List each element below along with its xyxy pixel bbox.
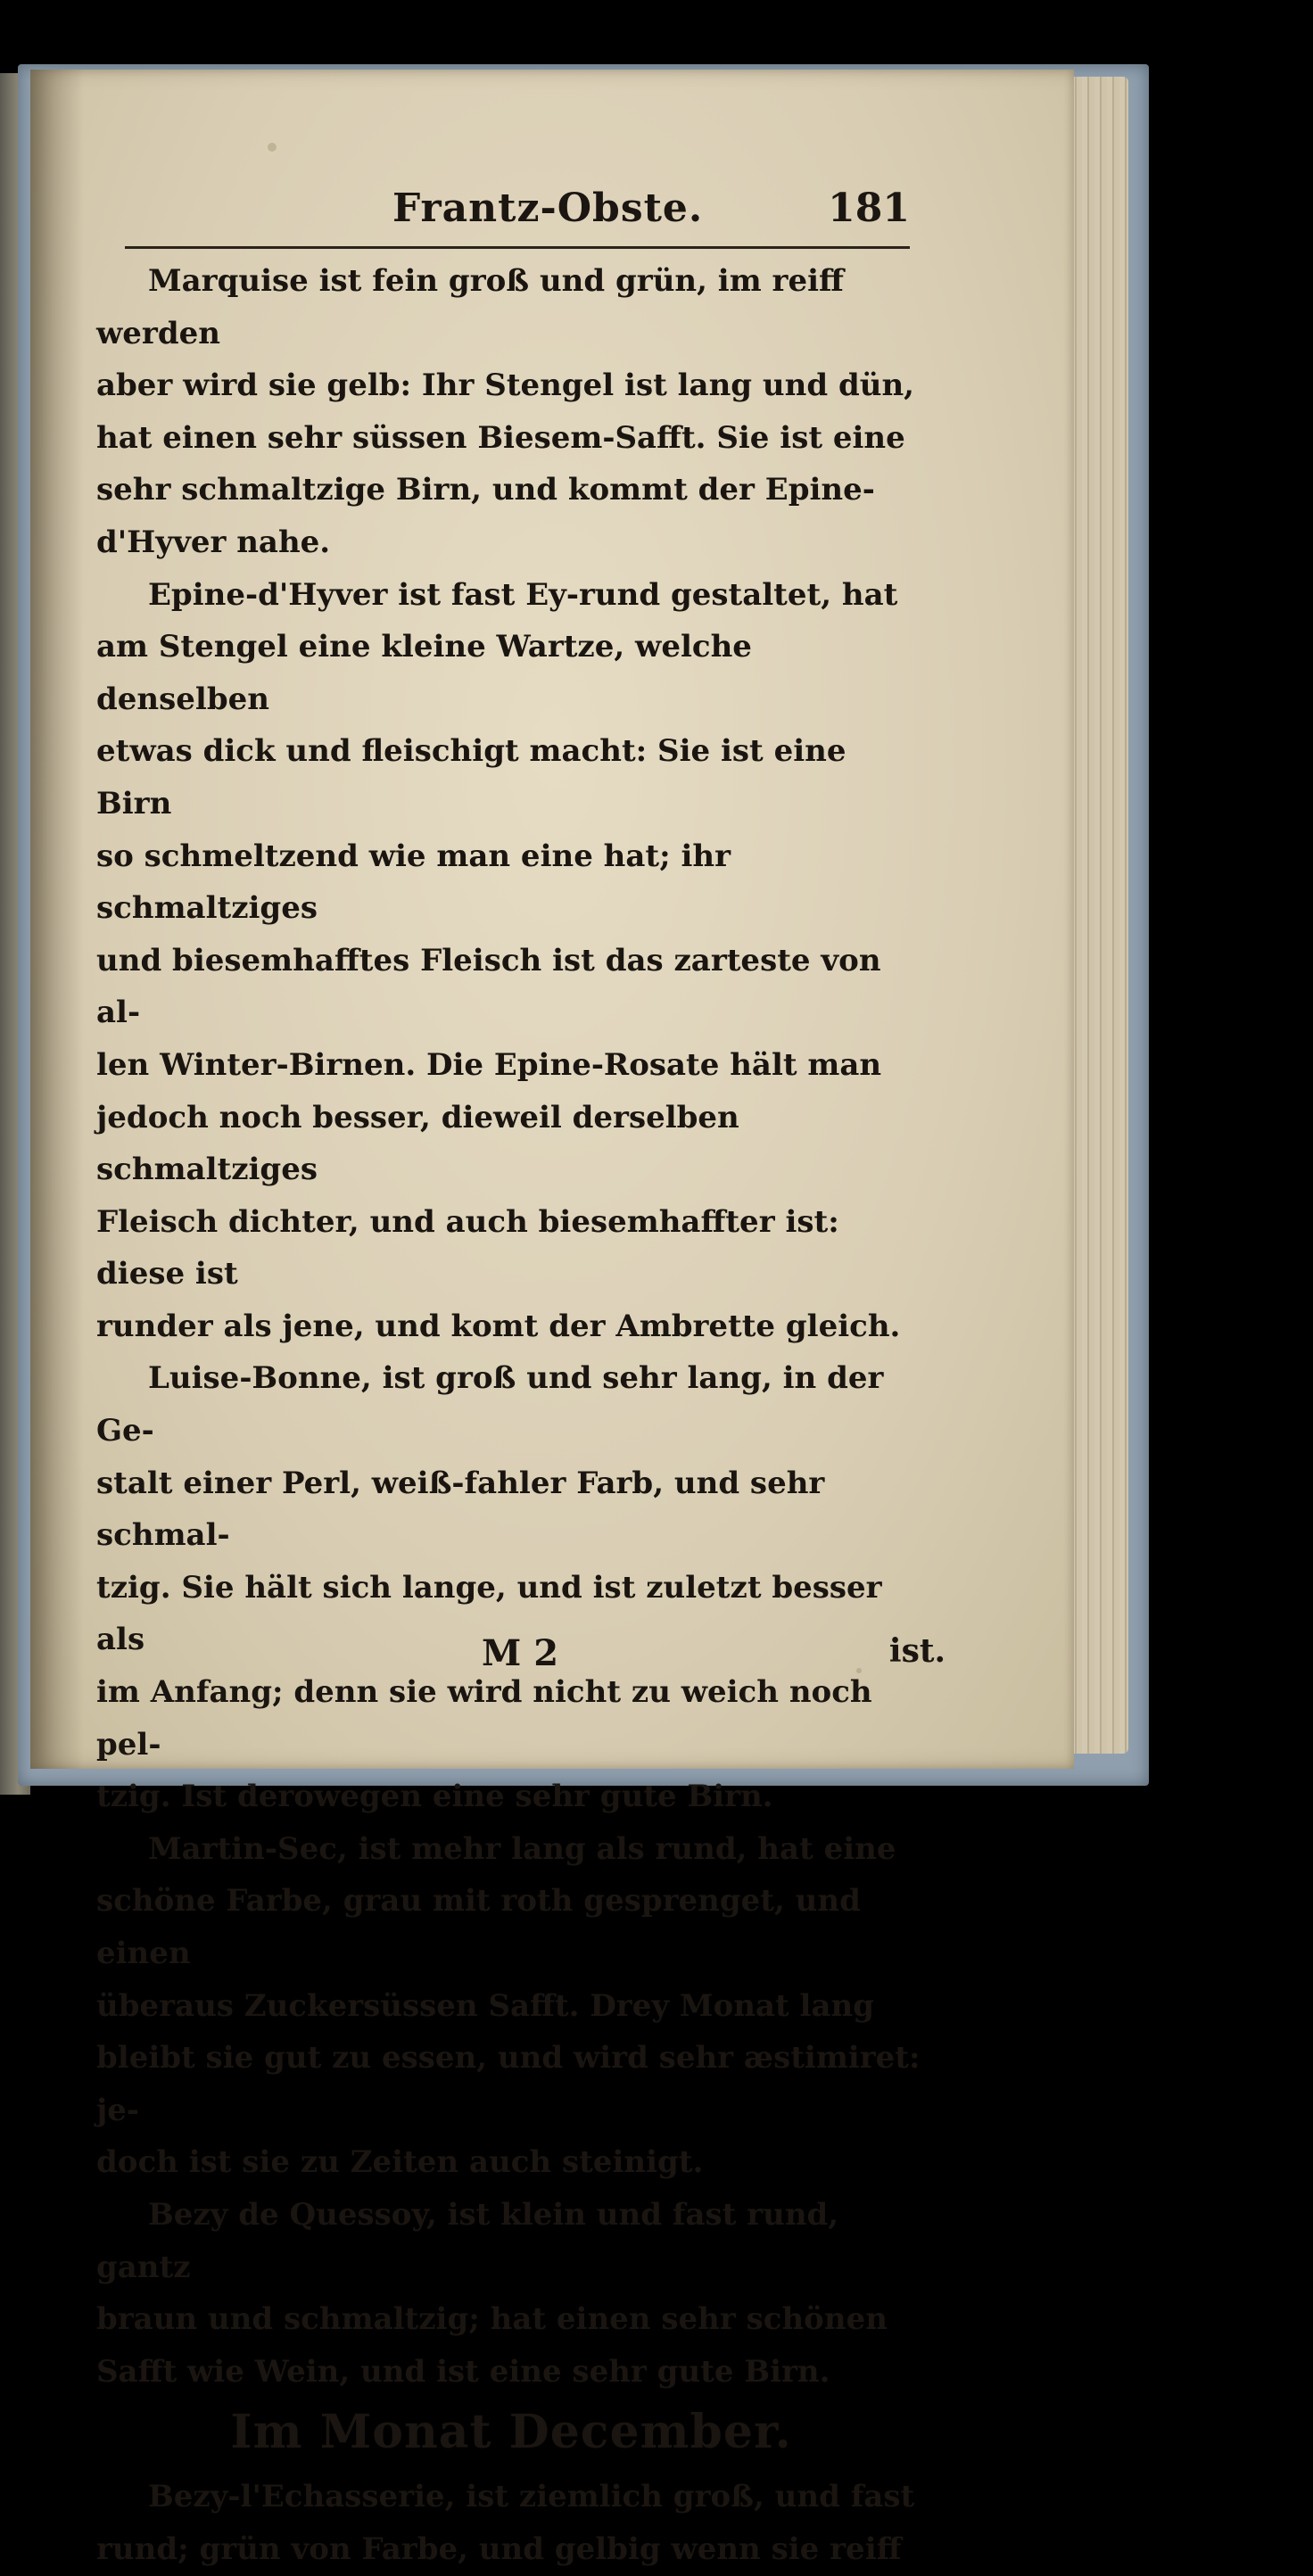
text-line: tzig. Ist derowegen eine sehr gute Birn.: [96, 1779, 773, 1815]
body-text: [96, 255, 926, 2576]
page-header: [125, 186, 910, 244]
text-line: len Winter-Birnen. Die Epine-Rosate hält man: [96, 1046, 882, 1083]
paper-stain: [268, 143, 277, 152]
text-line: hat einen sehr süssen Biesem-Safft. Sie ist eine: [96, 419, 905, 456]
text-line: etwas dick und fleischigt macht: Sie ist eine Birn: [96, 733, 846, 822]
page-gutter-shadow: [30, 70, 84, 1769]
text-line: jedoch noch besser, dieweil derselben schmaltziges: [96, 1099, 739, 1188]
text-line: schöne Farbe, grau mit roth gesprenget, und einen: [96, 1883, 861, 1971]
text-line: aber wird sie gelb: Ihr Stengel ist lang und dün,: [96, 367, 915, 404]
text-line: stalt einer Perl, weiß-fahler Farb, und sehr schmal-: [96, 1465, 825, 1554]
text-line: so schmeltzend wie man eine hat; ihr schmaltziges: [96, 838, 731, 927]
text-line: am Stengel eine kleine Wartze, welche denselben: [96, 629, 752, 717]
text-line: Safft wie Wein, und ist eine sehr gute Birn.: [96, 2353, 830, 2390]
text-line: im Anfang; denn sie wird nicht zu weich noch pel-: [96, 1674, 872, 1763]
text-line: Bezy de Quessoy, ist klein und fast rund, gantz: [96, 2196, 839, 2285]
text-line: Martin-Sec, ist mehr lang als rund, hat eine: [148, 1830, 896, 1867]
text-line: runder als jene, und komt der Ambrette gleich.: [96, 1308, 901, 1344]
text-line: bleibt sie gut zu essen, und wird sehr æstimiret: je-: [96, 2040, 921, 2128]
paragraph-group: [96, 255, 926, 2398]
page-number: 181: [828, 186, 910, 231]
header-rule: [125, 246, 910, 249]
text-line: Fleisch dichter, und auch biesemhaffter ist: diese ist: [96, 1203, 839, 1292]
text-line: tzig. Sie hält sich lange, und ist zuletzt besser als: [96, 1569, 882, 1658]
text-line: doch ist sie zu Zeiten auch steinigt.: [96, 2144, 704, 2181]
page-footer: [446, 1632, 946, 1677]
text-line: Epine-d'Hyver ist fast Ey-rund gestaltet, hat: [148, 576, 898, 613]
text-line: Marquise ist fein groß und grün, im reiff werden: [96, 263, 844, 351]
running-title: Frantz-Obste.: [392, 186, 704, 231]
text-line: rund; grün von Farbe, und gelbig wenn sie reiff: [96, 2531, 902, 2567]
text-line: sehr schmaltzige Birn, und kommt der Epine-: [96, 472, 875, 508]
text-line: und biesemhafftes Fleisch ist das zarteste von al-: [96, 942, 881, 1031]
text-line: braun und schmaltzig; hat einen sehr schönen: [96, 2301, 888, 2338]
signature-mark: M 2: [482, 1632, 559, 1674]
section-heading: Im Monat December.: [230, 2405, 792, 2460]
text-line: d'Hyver nahe.: [96, 524, 331, 560]
text-line: Luise-Bonne, ist groß und sehr lang, in der Ge-: [96, 1360, 884, 1449]
text-line: überaus Zuckersüssen Safft. Drey Monat lang: [96, 1987, 874, 2024]
text-line: Bezy-l'Echasserie, ist ziemlich groß, und fast: [148, 2479, 915, 2515]
paragraph-group: [96, 2471, 926, 2575]
catchword: ist.: [888, 1632, 946, 1670]
